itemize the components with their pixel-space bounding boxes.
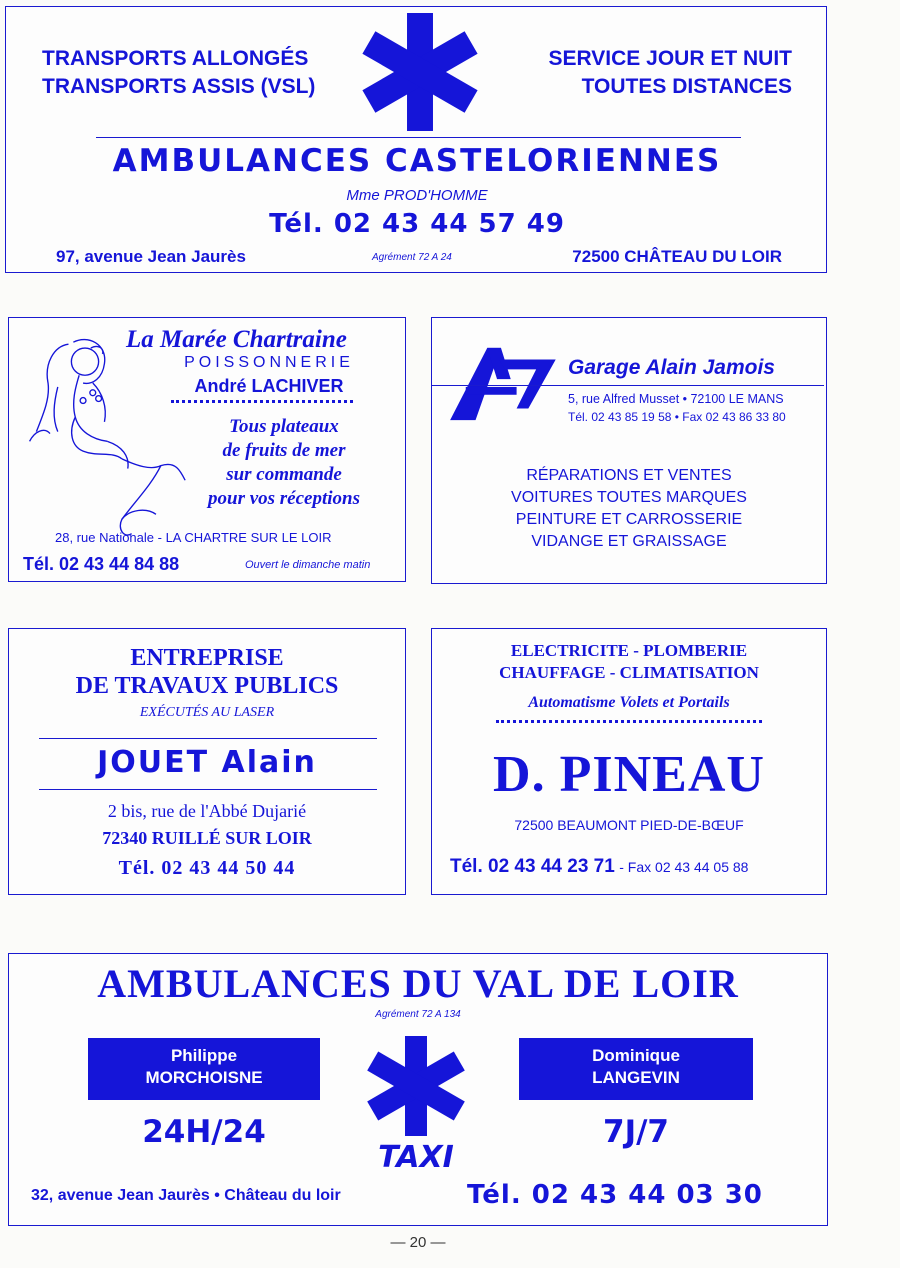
ad6-left-hours: 24H/24: [142, 1114, 266, 1150]
ad2-slogan-3: sur commande: [226, 464, 342, 485]
ad5-city: 72500 BEAUMONT PIED-DE-BŒUF: [514, 817, 744, 833]
ad6-phone: Tél. 02 43 44 03 30: [467, 1180, 763, 1210]
ad5-dotted-rule: [496, 720, 762, 723]
ad2-slogan-2: de fruits de mer: [222, 440, 346, 461]
ad2-address: 28, rue Nationale - LA CHARTRE SUR LE LOIR: [55, 530, 332, 545]
ad6-right-last-name: LANGEVIN: [592, 1068, 680, 1087]
ad1-business-name: AMBULANCES CASTELORIENNES: [112, 143, 722, 179]
ad5-contact-line: [450, 856, 748, 878]
ad4-line-3: EXÉCUTÉS AU LASER: [139, 705, 275, 720]
ad4-phone: Tél. 02 43 44 50 44: [118, 857, 296, 879]
ad1-city: 72500 CHÂTEAU DU LOIR: [572, 247, 782, 266]
ad-d-pineau: [431, 628, 827, 895]
ad2-owner: André LACHIVER: [194, 376, 344, 396]
ad2-business-name: La Marée Chartraine: [126, 326, 347, 353]
ad4-business-name: JOUET Alain: [97, 745, 317, 780]
ad6-address: 32, avenue Jean Jaurès • Château du loir: [31, 1187, 341, 1204]
ad5-fax: - Fax 02 43 44 05 88: [619, 859, 749, 875]
ad-ambulances-casteloriennes: [5, 6, 827, 273]
ad4-line-2: DE TRAVAUX PUBLICS: [75, 673, 339, 699]
ad3-divider: [432, 385, 824, 386]
ad6-right-first-name: Dominique: [592, 1046, 680, 1065]
star-of-life-icon: [361, 13, 479, 131]
ad1-contact: Mme PROD'HOMME: [346, 187, 488, 204]
ad-jouet-alain: [8, 628, 406, 895]
ad5-phone: Tél. 02 43 44 23 71: [450, 856, 615, 877]
ad6-business-name: AMBULANCES DU VAL DE LOIR: [97, 961, 739, 1006]
ad2-slogan-4: pour vos réceptions: [208, 488, 360, 509]
ad1-phone: Tél. 02 43 44 57 49: [269, 209, 565, 239]
ad1-left-line2: TRANSPORTS ASSIS (VSL): [42, 75, 316, 98]
mermaid-illustration-icon: [15, 324, 190, 549]
ad5-line-1: ELECTRICITE - PLOMBERIE: [510, 641, 748, 660]
ad-ambulances-du-val-de-loir: [8, 953, 828, 1226]
ad6-agrement: Agrément 72 A 134: [375, 1009, 461, 1020]
ad5-line-2: CHAUFFAGE - CLIMATISATION: [499, 663, 759, 682]
ad2-slogan-1: Tous plateaux: [229, 416, 339, 437]
ad6-right-days: 7J/7: [603, 1114, 669, 1150]
ad3-service-3: PEINTURE ET CARROSSERIE: [515, 511, 743, 528]
ad3-service-4: VIDANGE ET GRAISSAGE: [531, 533, 727, 550]
ad4-city: 72340 RUILLÉ SUR LOIR: [102, 828, 312, 848]
ad3-business-name: Garage Alain Jamois: [568, 356, 775, 379]
ad6-left-name-panel: [88, 1038, 320, 1100]
ad-maree-chartraine: [8, 317, 406, 582]
aj-garage-logo-icon: [440, 340, 558, 428]
ad1-right-line2: TOUTES DISTANCES: [581, 75, 792, 98]
ad4-line-1: ENTREPRISE: [130, 645, 284, 671]
ad2-hours: Ouvert le dimanche matin: [245, 559, 371, 571]
ad1-address: 97, avenue Jean Jaurès: [56, 247, 246, 266]
ad4-address: 2 bis, rue de l'Abbé Dujarié: [107, 801, 307, 821]
ad5-line-3: Automatisme Volets et Portails: [528, 694, 730, 711]
ad3-address: 5, rue Alfred Musset • 72100 LE MANS: [568, 392, 784, 406]
ad5-business-name: D. PINEAU: [493, 746, 765, 803]
ad-garage-alain-jamois: [431, 317, 827, 584]
ad3-phones: Tél. 02 43 85 19 58 • Fax 02 43 86 33 80: [568, 410, 786, 424]
ad3-service-2: VOITURES TOUTES MARQUES: [511, 489, 747, 506]
ad1-agrement: Agrément 72 A 24: [372, 252, 452, 263]
ad6-left-last-name: MORCHOISNE: [145, 1068, 263, 1087]
ad2-dotted-rule: [171, 400, 353, 403]
ad4-divider-bottom: [39, 789, 377, 790]
ad1-divider: [96, 137, 741, 138]
ad2-phone: Tél. 02 43 44 84 88: [23, 554, 180, 574]
page-number: — 20 —: [390, 1234, 446, 1251]
ad1-right-line1: SERVICE JOUR ET NUIT: [548, 47, 792, 70]
star-of-life-icon: [366, 1036, 466, 1136]
ad6-right-name-panel: [519, 1038, 753, 1100]
ad4-divider-top: [39, 738, 377, 739]
ad1-left-line1: TRANSPORTS ALLONGÉS: [42, 47, 309, 70]
ad2-business-type: POISSONNERIE: [184, 354, 354, 371]
ad6-left-first-name: Philippe: [170, 1046, 238, 1065]
ad3-service-1: RÉPARATIONS ET VENTES: [526, 467, 732, 484]
ad6-taxi: TAXI: [378, 1140, 454, 1175]
